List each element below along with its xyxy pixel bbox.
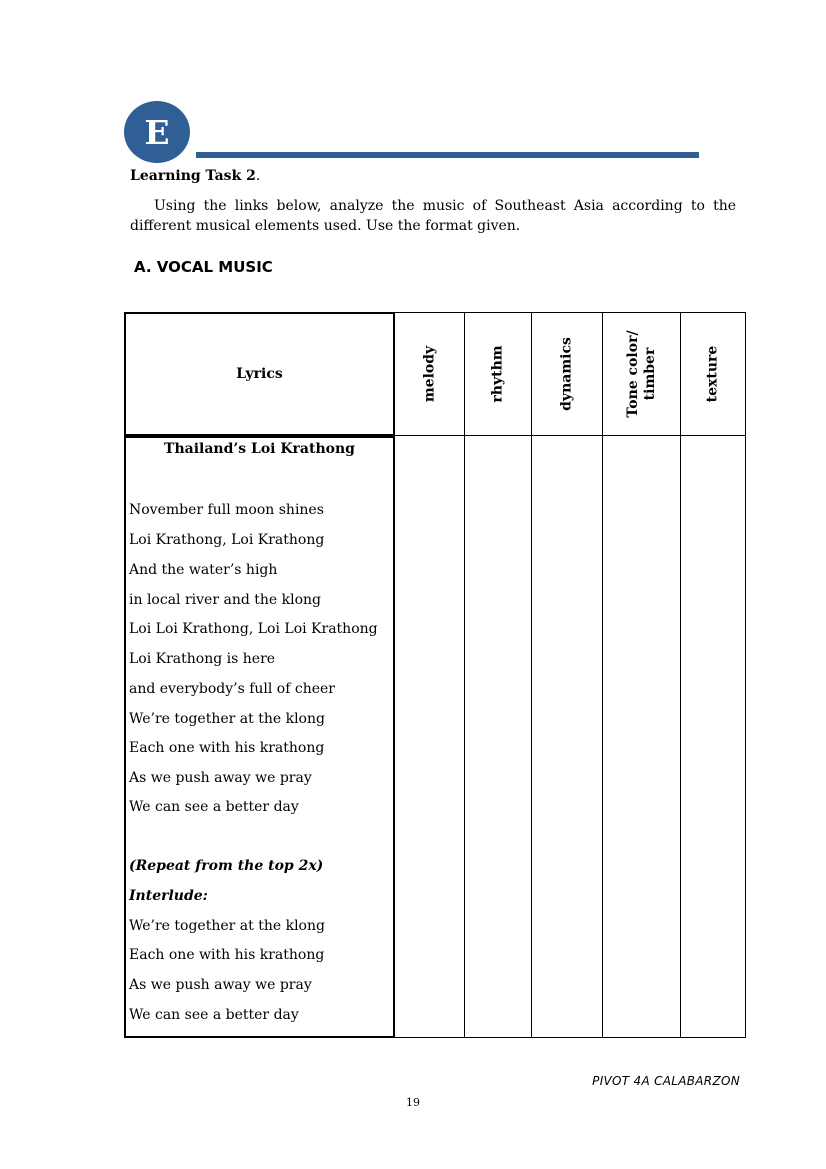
lyric-line: and everybody’s full of cheer <box>129 681 335 697</box>
interlude-line: We’re together at the klong <box>129 918 325 934</box>
task-title-period: . <box>255 168 261 184</box>
interlude-line: We can see a better day <box>129 1007 299 1023</box>
instructions-paragraph: Using the links below, analyze the music of Southeast Asia according to the different musical elements used. Use the format given. <box>130 198 736 234</box>
dynamics-header: dynamics <box>558 337 575 411</box>
section-badge <box>124 101 190 163</box>
lyric-line: We’re together at the klong <box>129 711 325 727</box>
page-number: 19 <box>406 1096 420 1109</box>
rhythm-header: rhythm <box>489 345 506 403</box>
rhythm-answer-cell[interactable] <box>465 436 532 1038</box>
melody-header-cell <box>395 312 465 436</box>
texture-header-cell <box>681 312 746 436</box>
song-title: Thailand’s Loi Krathong <box>164 441 355 457</box>
dynamics-header-cell <box>532 312 603 436</box>
lyrics-header-cell <box>124 312 395 436</box>
task-title <box>130 167 260 185</box>
section-letter: E <box>144 112 170 152</box>
lyric-line: As we push away we pray <box>129 770 312 786</box>
dynamics-answer-cell[interactable] <box>532 436 603 1038</box>
lyric-line: November full moon shines <box>129 502 324 518</box>
tone-color-line1: Tone color/ <box>624 330 641 418</box>
lyric-line: in local river and the klong <box>129 592 321 608</box>
melody-header: melody <box>421 345 437 403</box>
lyric-line: And the water’s high <box>129 562 278 578</box>
lyric-line: Each one with his krathong <box>129 740 325 756</box>
rhythm-header-cell <box>465 312 532 436</box>
melody-answer-cell[interactable] <box>395 436 465 1038</box>
footer-brand: PIVOT 4A CALABARZON <box>592 1074 740 1088</box>
interlude-line: Each one with his krathong <box>129 947 325 963</box>
lyric-line: We can see a better day <box>129 799 299 815</box>
lyric-line: Loi Loi Krathong, Loi Loi Krathong <box>129 621 378 637</box>
tone-color-answer-cell[interactable] <box>603 436 681 1038</box>
section-heading: A. VOCAL MUSIC <box>134 258 273 276</box>
header-divider <box>196 152 699 158</box>
interlude-line: As we push away we pray <box>129 977 312 993</box>
texture-answer-cell[interactable] <box>681 436 746 1038</box>
tone-color-line2: timber <box>641 347 658 401</box>
tone-color-header-cell <box>603 312 681 436</box>
lyric-line: Loi Krathong is here <box>129 651 276 667</box>
lyrics-header: Lyrics <box>236 366 283 382</box>
repeat-note: (Repeat from the top 2x) <box>129 858 324 874</box>
texture-header: texture <box>704 345 721 403</box>
interlude-label: Interlude: <box>129 888 208 904</box>
task-title-text: Learning Task 2 <box>130 168 256 184</box>
lyric-line: Loi Krathong, Loi Krathong <box>129 532 325 548</box>
tone-color-header <box>625 330 659 417</box>
